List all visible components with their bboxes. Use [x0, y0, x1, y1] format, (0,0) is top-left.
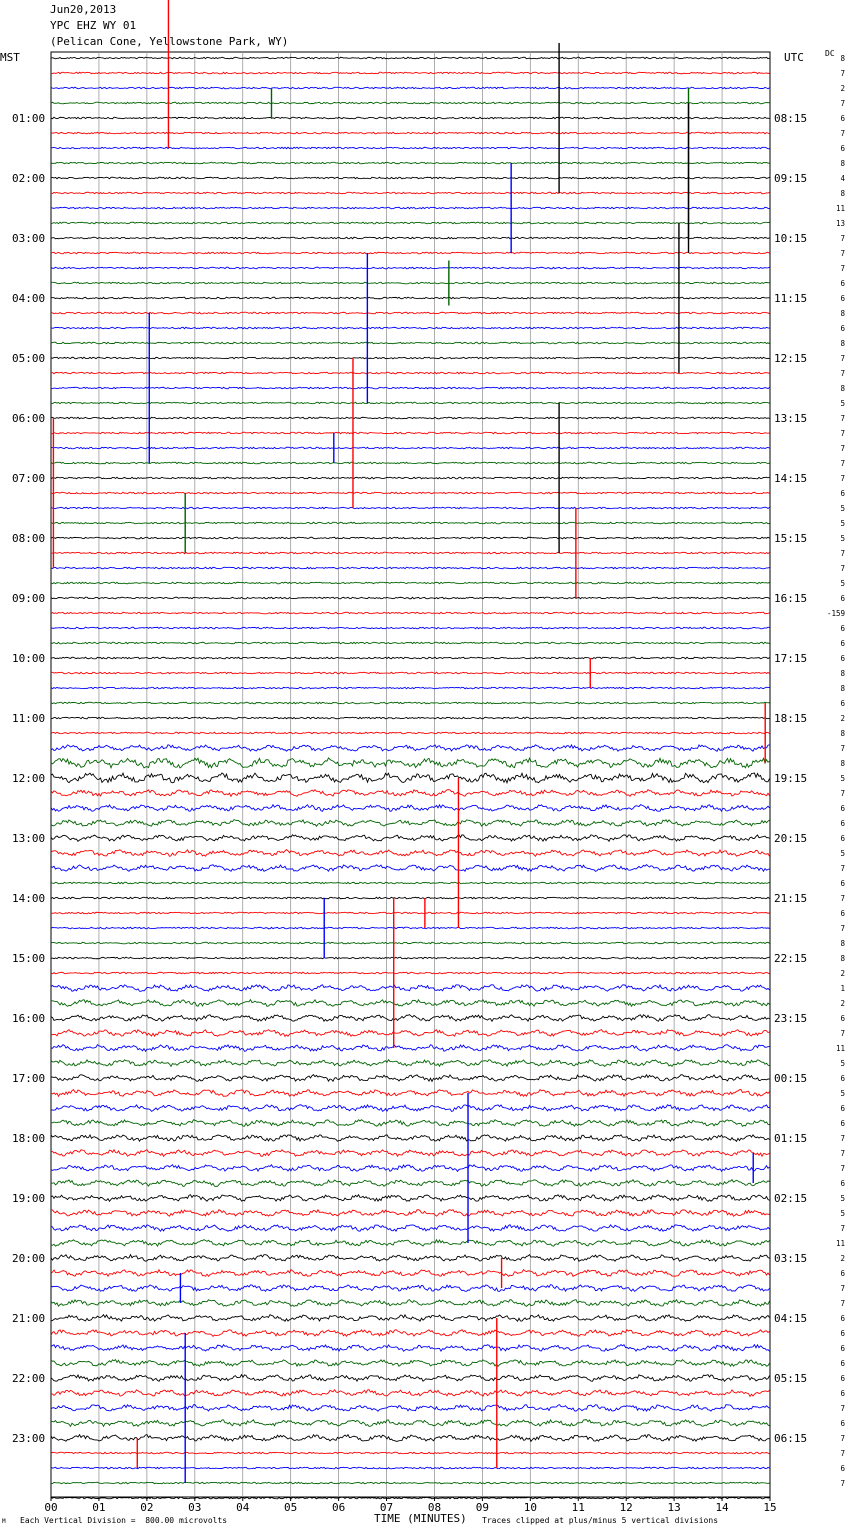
trace-line	[51, 687, 770, 689]
dc-offset-label: 6	[840, 1374, 845, 1383]
trace-line	[51, 357, 770, 359]
trace-line	[51, 957, 770, 959]
dc-offset-label: 5	[840, 504, 845, 513]
trace-line	[51, 537, 770, 539]
mst-hour-label: 21:00	[12, 1312, 46, 1325]
trace-line	[51, 897, 770, 899]
dc-offset-label: 7	[840, 1299, 845, 1308]
utc-hour-label: 06:15	[774, 1432, 808, 1445]
trace-line	[51, 1240, 770, 1247]
x-axis-label: TIME (MINUTES)	[374, 1512, 467, 1525]
mst-hour-label: 13:00	[12, 832, 46, 845]
utc-hour-label: 21:15	[774, 892, 808, 905]
dc-offset-label: 6	[840, 1104, 845, 1113]
trace-line	[51, 522, 770, 524]
trace-line	[51, 57, 770, 59]
corner-mark: M	[2, 1518, 6, 1525]
mst-hour-label: 20:00	[12, 1252, 46, 1265]
dc-offset-label: 6	[840, 1419, 845, 1428]
x-tick-label: 15	[763, 1501, 777, 1514]
dc-offset-label: 6	[840, 1269, 845, 1278]
dc-offset-label: 5	[840, 1194, 845, 1203]
trace-line	[51, 773, 770, 783]
dc-offset-label: 6	[840, 1314, 845, 1323]
trace-line	[51, 297, 770, 299]
x-tick-label: 08	[427, 1501, 442, 1514]
utc-hour-label: 02:15	[774, 1192, 808, 1205]
x-tick-label: 02	[140, 1501, 154, 1514]
x-tick-label: 10	[523, 1501, 537, 1514]
dc-offset-label: 11	[835, 1239, 845, 1248]
dc-label: DC	[825, 49, 835, 58]
trace-line	[51, 790, 770, 797]
dc-offset-label: 5	[840, 579, 845, 588]
left-axis-title: MST	[0, 51, 20, 64]
dc-offset-label: 6	[840, 1179, 845, 1188]
dc-offset-label: 8	[840, 54, 845, 63]
trace-line	[51, 1467, 770, 1469]
dc-offset-label: 7	[840, 249, 845, 258]
dc-offset-label: 8	[840, 159, 845, 168]
trace-line	[51, 222, 770, 224]
dc-offset-label: 7	[840, 894, 845, 903]
trace-line	[51, 1375, 770, 1382]
x-tick-label: 13	[667, 1501, 681, 1514]
utc-hour-label: 05:15	[774, 1372, 808, 1385]
trace-line	[51, 1105, 770, 1112]
dc-offset-label: -159	[826, 609, 845, 618]
dc-offset-label: 7	[840, 99, 845, 108]
mst-hour-label: 03:00	[12, 232, 46, 245]
utc-hour-label: 11:15	[774, 292, 808, 305]
utc-hour-label: 19:15	[774, 772, 808, 785]
dc-offset-label: 7	[840, 474, 845, 483]
trace-line	[51, 1000, 770, 1007]
trace-line	[51, 507, 770, 509]
dc-offset-label: 7	[840, 369, 845, 378]
trace-line	[51, 1360, 770, 1367]
trace-line	[51, 312, 770, 314]
dc-offset-label: 7	[840, 69, 845, 78]
dc-offset-label: 7	[840, 429, 845, 438]
dc-offset-label: 7	[840, 1164, 845, 1173]
mst-hour-label: 23:00	[12, 1432, 46, 1445]
dc-offset-label: 4	[840, 174, 845, 183]
trace-line	[51, 1345, 770, 1352]
dc-offset-label: 7	[840, 354, 845, 363]
dc-offset-label: 6	[840, 279, 845, 288]
dc-offset-label: 6	[840, 909, 845, 918]
trace-line	[51, 432, 770, 434]
x-tick-label: 12	[619, 1501, 633, 1514]
trace-line	[51, 1420, 770, 1427]
trace-line	[51, 327, 770, 329]
dc-offset-label: 5	[840, 1059, 845, 1068]
dc-offset-label: 6	[840, 144, 845, 153]
header-station: YPC EHZ WY 01	[50, 19, 137, 32]
dc-offset-label: 7	[840, 744, 845, 753]
dc-offset-label: 6	[840, 1014, 845, 1023]
trace-line	[51, 1452, 770, 1454]
utc-hour-label: 09:15	[774, 172, 808, 185]
dc-offset-label: 5	[840, 774, 845, 783]
dc-offset-label: 5	[840, 399, 845, 408]
dc-offset-label: 7	[840, 1404, 845, 1413]
trace-line	[51, 1315, 770, 1322]
dc-offset-label: 6	[840, 879, 845, 888]
utc-hour-label: 14:15	[774, 472, 808, 485]
trace-line	[51, 402, 770, 404]
trace-line	[51, 492, 770, 494]
mst-hour-label: 09:00	[12, 592, 46, 605]
trace-line	[51, 582, 770, 584]
trace-line	[51, 865, 770, 872]
dc-offset-label: 6	[840, 594, 845, 603]
mst-hour-label: 02:00	[12, 172, 46, 185]
dc-offset-label: 8	[840, 729, 845, 738]
trace-line	[51, 627, 770, 629]
trace-line	[51, 132, 770, 134]
mst-hour-label: 10:00	[12, 652, 46, 665]
dc-offset-label: 7	[840, 564, 845, 573]
header-location: (Pelican Cone, Yellowstone Park, WY)	[50, 35, 289, 48]
dc-offset-label: 11	[835, 204, 845, 213]
trace-line	[51, 192, 770, 194]
dc-offset-label: 8	[840, 339, 845, 348]
mst-hour-label: 11:00	[12, 712, 46, 725]
trace-line	[51, 552, 770, 554]
trace-line	[51, 1015, 770, 1022]
utc-hour-label: 04:15	[774, 1312, 808, 1325]
trace-line	[51, 1195, 770, 1202]
mst-hour-label: 12:00	[12, 772, 46, 785]
trace-line	[51, 102, 770, 104]
trace-line	[51, 717, 770, 719]
dc-offset-label: 8	[840, 309, 845, 318]
utc-hour-label: 10:15	[774, 232, 808, 245]
trace-line	[51, 372, 770, 374]
dc-offset-label: 8	[840, 384, 845, 393]
trace-line	[51, 177, 770, 179]
utc-hour-label: 03:15	[774, 1252, 808, 1265]
trace-line	[51, 477, 770, 479]
trace-line	[51, 985, 770, 992]
trace-line	[51, 657, 770, 659]
x-tick-label: 04	[236, 1501, 250, 1514]
dc-offset-label: 7	[840, 129, 845, 138]
dc-offset-label: 6	[840, 819, 845, 828]
mst-hour-label: 08:00	[12, 532, 46, 545]
x-tick-label: 00	[44, 1501, 58, 1514]
trace-line	[51, 672, 770, 674]
trace-line	[51, 1045, 770, 1052]
trace-line	[51, 1120, 770, 1127]
utc-hour-label: 22:15	[774, 952, 808, 965]
trace-line	[51, 1165, 770, 1172]
trace-line	[51, 417, 770, 419]
x-tick-label: 07	[379, 1501, 394, 1514]
mst-hour-label: 01:00	[12, 112, 46, 125]
dc-offset-label: 8	[840, 684, 845, 693]
utc-hour-label: 16:15	[774, 592, 808, 605]
dc-offset-label: 6	[840, 1344, 845, 1353]
dc-offset-label: 7	[840, 459, 845, 468]
trace-line	[51, 72, 770, 74]
trace-line	[51, 1180, 770, 1187]
dc-offset-label: 7	[840, 789, 845, 798]
mst-hour-label: 15:00	[12, 952, 46, 965]
dc-offset-label: 8	[840, 939, 845, 948]
trace-line	[51, 237, 770, 239]
trace-line	[51, 252, 770, 254]
dc-offset-label: 6	[840, 1464, 845, 1473]
trace-line	[51, 1435, 770, 1442]
mst-hour-label: 04:00	[12, 292, 46, 305]
trace-line	[51, 642, 770, 644]
dc-offset-label: 6	[840, 699, 845, 708]
dc-offset-label: 7	[840, 444, 845, 453]
trace-line	[51, 342, 770, 344]
dc-offset-label: 1	[840, 984, 845, 993]
dc-offset-label: 7	[840, 1029, 845, 1038]
trace-line	[51, 1030, 770, 1037]
trace-line	[51, 1090, 770, 1097]
dc-offset-label: 6	[840, 1359, 845, 1368]
x-tick-label: 01	[92, 1501, 106, 1514]
trace-line	[51, 820, 770, 827]
utc-hour-label: 18:15	[774, 712, 808, 725]
dc-offset-label: 5	[840, 534, 845, 543]
trace-line	[51, 912, 770, 914]
mst-hour-label: 06:00	[12, 412, 46, 425]
dc-offset-label: 6	[840, 804, 845, 813]
trace-line	[51, 850, 770, 857]
trace-line	[51, 1270, 770, 1277]
utc-hour-label: 13:15	[774, 412, 808, 425]
x-tick-label: 06	[331, 1501, 346, 1514]
dc-offset-label: 6	[840, 639, 845, 648]
dc-offset-label: 7	[840, 1479, 845, 1488]
dc-offset-label: 6	[840, 1389, 845, 1398]
dc-offset-label: 2	[840, 969, 845, 978]
trace-line	[51, 1285, 770, 1292]
mst-hour-label: 17:00	[12, 1072, 46, 1085]
trace-line	[51, 207, 770, 209]
dc-offset-label: 13	[835, 219, 845, 228]
utc-hour-label: 17:15	[774, 652, 808, 665]
dc-offset-label: 6	[840, 324, 845, 333]
mst-hour-label: 14:00	[12, 892, 46, 905]
right-axis-title: UTC	[784, 51, 804, 64]
plot-frame	[51, 52, 770, 1497]
mst-hour-label: 18:00	[12, 1132, 46, 1145]
trace-line	[51, 1225, 770, 1232]
trace-line	[51, 1060, 770, 1067]
dc-offset-label: 8	[840, 954, 845, 963]
trace-line	[51, 1135, 770, 1142]
trace-line	[51, 87, 770, 89]
mst-hour-label: 22:00	[12, 1372, 46, 1385]
dc-offset-label: 5	[840, 1089, 845, 1098]
trace-line	[51, 972, 770, 974]
x-tick-label: 03	[188, 1501, 202, 1514]
trace-line	[51, 745, 770, 752]
trace-line	[51, 282, 770, 284]
trace-line	[51, 702, 770, 704]
dc-offset-label: 6	[840, 624, 845, 633]
dc-offset-label: 6	[840, 294, 845, 303]
dc-offset-label: 6	[840, 654, 845, 663]
dc-offset-label: 7	[840, 864, 845, 873]
utc-hour-label: 01:15	[774, 1132, 808, 1145]
x-tick-label: 14	[715, 1501, 729, 1514]
mst-hour-label: 19:00	[12, 1192, 46, 1205]
utc-hour-label: 20:15	[774, 832, 808, 845]
trace-line	[51, 567, 770, 569]
x-tick-label: 09	[475, 1501, 490, 1514]
trace-line	[51, 1330, 770, 1337]
trace-line	[51, 267, 770, 269]
utc-hour-label: 00:15	[774, 1072, 808, 1085]
dc-offset-label: 2	[840, 1254, 845, 1263]
mst-hour-label: 16:00	[12, 1012, 46, 1025]
scale-note: Each Vertical Division = 800.00 microvolts	[20, 1516, 228, 1525]
trace-line	[51, 805, 770, 812]
trace-line	[51, 1150, 770, 1157]
trace-line	[51, 612, 770, 614]
trace-line	[51, 732, 770, 734]
dc-offset-label: 2	[840, 84, 845, 93]
dc-offset-label: 7	[840, 1284, 845, 1293]
dc-offset-label: 6	[840, 1329, 845, 1338]
utc-hour-label: 12:15	[774, 352, 808, 365]
header-date: Jun20,2013	[50, 3, 117, 16]
dc-offset-label: 8	[840, 669, 845, 678]
utc-hour-label: 15:15	[774, 532, 808, 545]
dc-offset-label: 5	[840, 1209, 845, 1218]
x-tick-label: 05	[284, 1501, 298, 1514]
trace-line	[51, 1390, 770, 1397]
dc-offset-label: 6	[840, 1074, 845, 1083]
dc-offset-label: 2	[840, 999, 845, 1008]
dc-offset-label: 5	[840, 849, 845, 858]
trace-line	[51, 387, 770, 389]
dc-offset-label: 8	[840, 759, 845, 768]
dc-offset-label: 2	[840, 714, 845, 723]
mst-hour-label: 07:00	[12, 472, 46, 485]
utc-hour-label: 23:15	[774, 1012, 808, 1025]
dc-offset-label: 8	[840, 189, 845, 198]
trace-line	[51, 147, 770, 149]
trace-line	[51, 758, 770, 768]
trace-line	[51, 1210, 770, 1217]
trace-line	[51, 942, 770, 944]
dc-offset-label: 6	[840, 489, 845, 498]
dc-offset-label: 7	[840, 234, 845, 243]
trace-line	[51, 1255, 770, 1262]
dc-offset-label: 7	[840, 1449, 845, 1458]
dc-offset-label: 7	[840, 1224, 845, 1233]
trace-line	[51, 1482, 770, 1484]
utc-hour-label: 08:15	[774, 112, 808, 125]
trace-line	[51, 1405, 770, 1412]
dc-offset-label: 6	[840, 834, 845, 843]
dc-offset-label: 7	[840, 1434, 845, 1443]
dc-offset-label: 11	[835, 1044, 845, 1053]
trace-line	[51, 882, 770, 884]
dc-offset-label: 7	[840, 549, 845, 558]
trace-line	[51, 927, 770, 929]
mst-hour-label: 05:00	[12, 352, 46, 365]
trace-line	[51, 462, 770, 464]
dc-offset-label: 5	[840, 519, 845, 528]
trace-line	[51, 835, 770, 842]
trace-line	[51, 447, 770, 449]
dc-offset-label: 7	[840, 1134, 845, 1143]
dc-offset-label: 7	[840, 924, 845, 933]
trace-line	[51, 162, 770, 164]
clip-note: Traces clipped at plus/minus 5 vertical divisions	[482, 1516, 719, 1525]
dc-offset-label: 7	[840, 264, 845, 273]
trace-line	[51, 597, 770, 599]
trace-line	[51, 1075, 770, 1082]
dc-offset-label: 6	[840, 1119, 845, 1128]
dc-offset-label: 7	[840, 414, 845, 423]
dc-offset-label: 6	[840, 114, 845, 123]
dc-offset-label: 7	[840, 1149, 845, 1158]
x-tick-label: 11	[571, 1501, 585, 1514]
trace-line	[51, 1300, 770, 1307]
trace-line	[51, 117, 770, 119]
